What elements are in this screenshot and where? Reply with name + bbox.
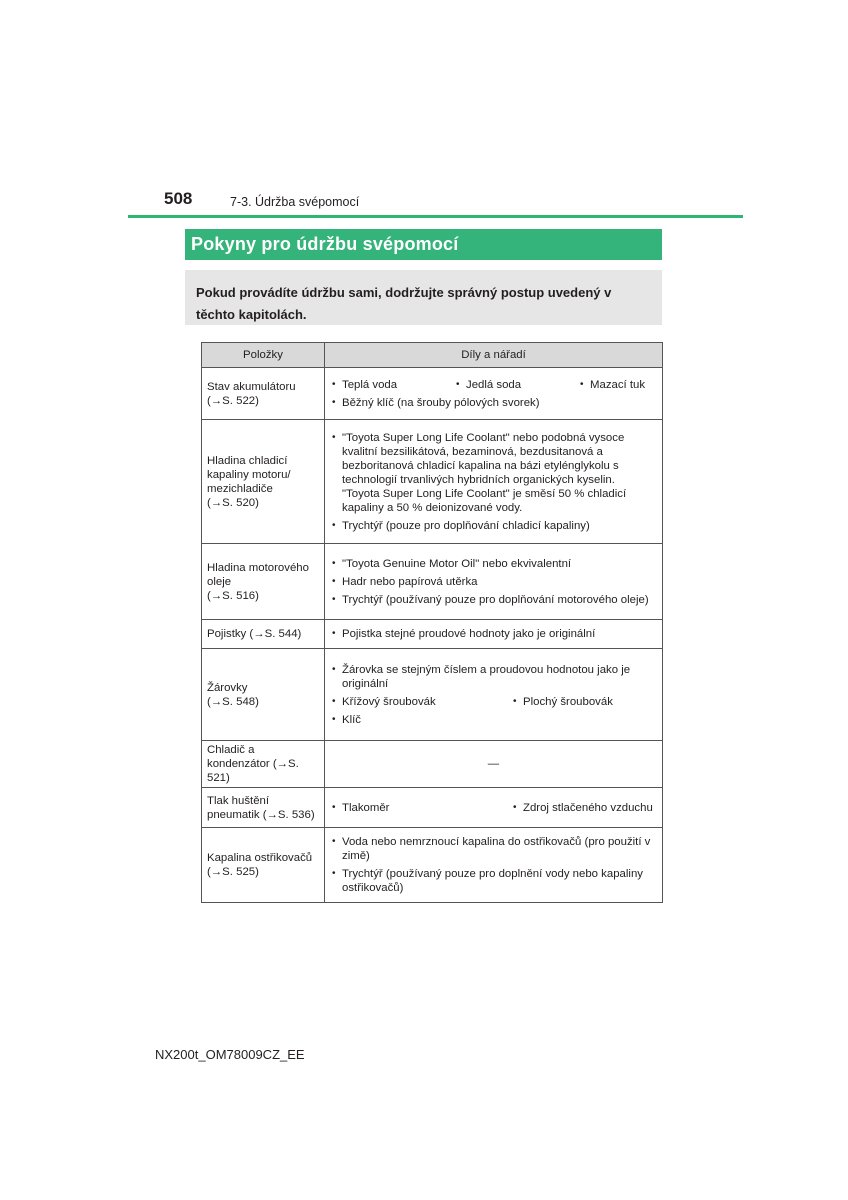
part-item-group: [331, 695, 656, 709]
table-row: [202, 649, 663, 741]
part-item: • Trychtýř (pouze pro doplňování chladicí kapaliny): [331, 519, 656, 533]
row-label: Žárovky (→S. 548): [202, 649, 325, 741]
row-parts: [325, 368, 663, 420]
footer-document-code: NX200t_OM78009CZ_EE: [155, 1047, 305, 1062]
table-row: [202, 788, 663, 828]
row-label: Hladina motorového oleje (→S. 516): [202, 544, 325, 620]
page-number: 508: [164, 189, 193, 208]
row-label: Tlak huštění pneumatik (→S. 536): [202, 788, 325, 828]
table-row: [202, 741, 663, 788]
column-header-parts: Díly a nářadí: [325, 343, 663, 368]
section-reference: 7-3. Údržba svépomocí: [230, 195, 360, 209]
table-row: [202, 544, 663, 620]
part-item: • Teplá voda: [331, 378, 455, 392]
row-parts: [325, 788, 663, 828]
part-item: • Hadr nebo papírová utěrka: [331, 575, 656, 589]
part-item: • "Toyota Genuine Motor Oil" nebo ekvivalentní: [331, 557, 656, 571]
table-row: [202, 368, 663, 420]
part-item: • Tlakoměr: [331, 801, 512, 815]
part-item: • Trychtýř (používaný pouze pro doplnění vody nebo kapaliny ostřikovačů): [331, 867, 656, 895]
part-item: • Klíč: [331, 713, 656, 727]
intro-box: Pokud provádíte údržbu sami, dodržujte správný postup uvedený v těchto kapitolách.: [185, 270, 662, 325]
part-item: • Křížový šroubovák: [331, 695, 512, 709]
part-item: • Mazací tuk: [579, 378, 645, 392]
row-parts: [325, 649, 663, 741]
row-label: Pojistky (→S. 544): [202, 620, 325, 649]
row-label: Kapalina ostřikovačů (→S. 525): [202, 828, 325, 903]
part-item: • Trychtýř (používaný pouze pro doplňování motorového oleje): [331, 593, 656, 607]
row-parts: [325, 420, 663, 544]
row-parts: [325, 544, 663, 620]
row-parts: [325, 828, 663, 903]
table-header-row: [202, 343, 663, 368]
part-item-group: [331, 378, 656, 392]
table-row: [202, 420, 663, 544]
part-item: • Plochý šroubovák: [512, 695, 613, 709]
row-label: Stav akumulátoru (→S. 522): [202, 368, 325, 420]
part-item: • Žárovka se stejným číslem a proudovou hodnotou jako je originální: [331, 663, 656, 691]
part-item: • Voda nebo nemrznoucí kapalina do ostřikovačů (pro použití v zimě): [331, 835, 656, 863]
row-parts: [325, 741, 663, 788]
column-header-items: Položky: [202, 343, 325, 368]
part-item: • Zdroj stlačeného vzduchu: [512, 801, 653, 815]
row-label: Hladina chladicí kapaliny motoru/ mezichladiče (→S. 520): [202, 420, 325, 544]
part-item: • Pojistka stejné proudové hodnoty jako je originální: [331, 627, 656, 641]
row-label: Chladič a kondenzátor (→S. 521): [202, 741, 325, 788]
table-row: [202, 828, 663, 903]
section-title-bar: [185, 229, 662, 260]
part-item: • Jedlá soda: [455, 378, 579, 392]
table-body: [202, 368, 663, 903]
row-parts: [325, 620, 663, 649]
header-rule: [128, 215, 743, 218]
empty-dash: —: [487, 758, 500, 770]
part-item: • Běžný klíč (na šrouby pólových svorek): [331, 396, 656, 410]
part-item: • "Toyota Super Long Life Coolant" nebo podobná vysoce kvalitní bezsilikátová, bezaminová, bezdusitanová a bezboritanová chladicí kapalina na bázi etylénglykolu s technologií trvanlivých hybridních organických kyselin. "Toyota Super Long Life Coolant" je směsí 50 % chladicí kapaliny a 50 % deionizované vody.: [331, 431, 656, 515]
table-row: [202, 620, 663, 649]
part-item-group: [331, 801, 656, 815]
section-title: Pokyny pro údržbu svépomocí: [191, 234, 459, 254]
items-table: [201, 342, 663, 903]
